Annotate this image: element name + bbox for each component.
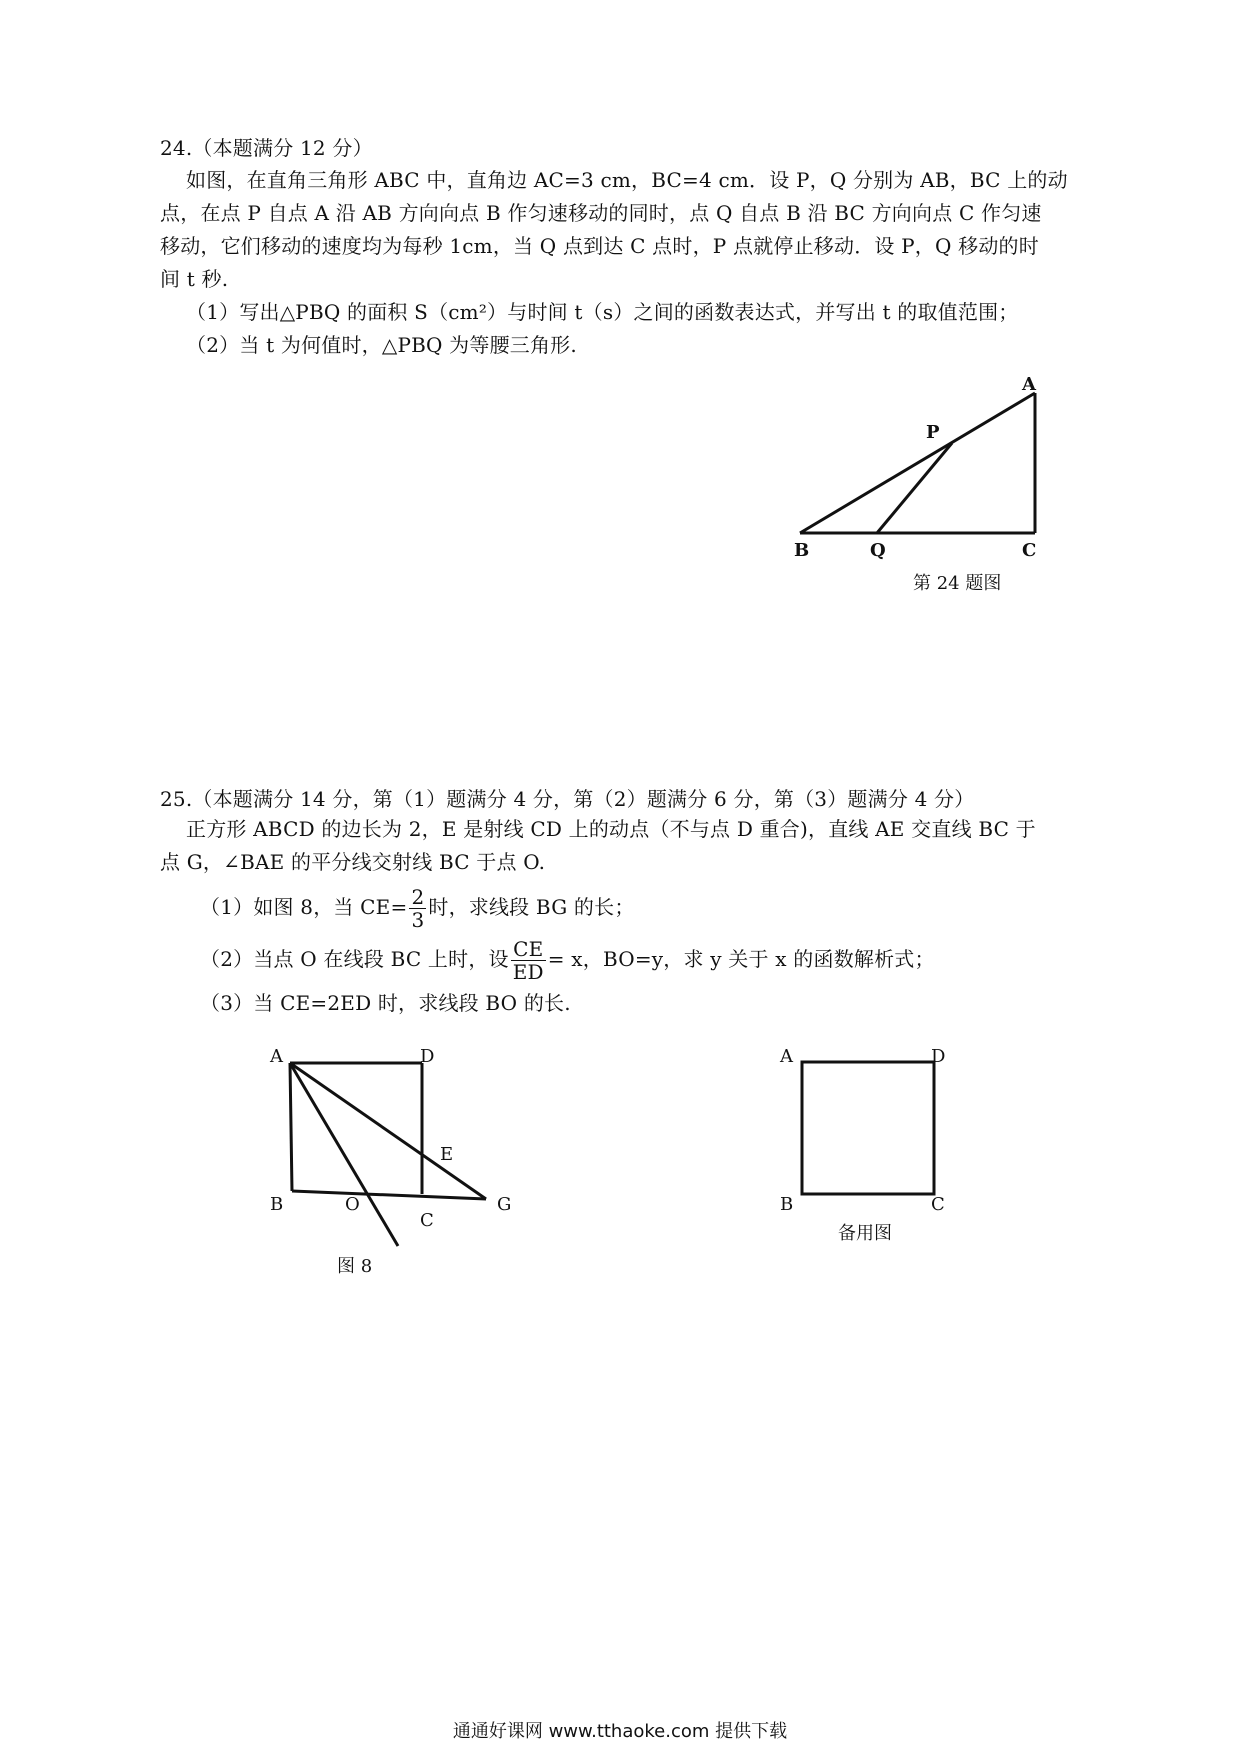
- figure-8-caption: 图 8: [337, 1256, 373, 1277]
- label-c: C: [1022, 540, 1037, 561]
- label-d: D: [931, 1046, 946, 1067]
- label-c: C: [420, 1210, 434, 1231]
- q25-header: 25.（本题满分 14 分，第（1）题满分 4 分，第（2）题满分 6 分，第（3）题满分 4 分）: [160, 787, 975, 811]
- label-e: E: [440, 1144, 454, 1165]
- label-d: D: [420, 1046, 435, 1067]
- q25-sub2-prefix: （2）当点 O 在线段 BC 上时，设: [200, 947, 509, 971]
- spare-square: [802, 1062, 934, 1194]
- label-a: A: [270, 1046, 283, 1067]
- spare-figure-caption: 备用图: [838, 1223, 892, 1244]
- q25-sub1-prefix: （1）如图 8，当 CE=: [200, 895, 408, 919]
- q24-header: 24.（本题满分 12 分）: [160, 136, 373, 160]
- label-q: Q: [870, 540, 886, 561]
- label-b: B: [780, 1194, 794, 1215]
- q24-subquestion-2: （2）当 t 为何值时，△PBQ 为等腰三角形.: [186, 333, 577, 357]
- label-a: A: [780, 1046, 793, 1067]
- label-a: A: [1022, 374, 1036, 395]
- q24-paragraph-line-2: 点，在点 P 自点 A 沿 AB 方向向点 B 作匀速移动的同时，点 Q 自点 B 沿 BC 方向向点 C 作匀速: [160, 201, 1042, 225]
- q25-subquestion-3: （3）当 CE=2ED 时，求线段 BO 的长.: [200, 991, 571, 1015]
- q24-paragraph-line-1: 如图，在直角三角形 ABC 中，直角边 AC=3 cm，BC=4 cm．设 P，Q 分别为 AB，BC 上的动: [186, 168, 1068, 192]
- fraction-denominator: 3: [411, 908, 425, 932]
- q25-paragraph-line-2: 点 G，∠BAE 的平分线交射线 BC 于点 O.: [160, 850, 546, 874]
- fraction-numerator: CE: [511, 938, 546, 961]
- q24-figure-caption: 第 24 题图: [913, 573, 1002, 594]
- fraction-denominator: ED: [512, 960, 544, 984]
- q25-sub1-suffix: 时，求线段 BG 的长；: [428, 895, 635, 919]
- label-o: O: [345, 1194, 360, 1215]
- q24-paragraph-line-3: 移动，它们移动的速度均为每秒 1cm，当 Q 点到达 C 点时，P 点就停止移动．设 P，Q 移动的时: [160, 234, 1039, 258]
- q25-sub2-suffix: = x，BO=y，求 y 关于 x 的函数解析式；: [547, 947, 935, 971]
- q25-paragraph-line-1: 正方形 ABCD 的边长为 2，E 是射线 CD 上的动点（不与点 D 重合)，直线 AE 交直线 BC 于: [186, 817, 1036, 841]
- page-footer: 通通好课网 www.tthaoke.com 提供下载: [452, 1721, 788, 1742]
- label-b: B: [270, 1194, 284, 1215]
- label-c: C: [931, 1194, 945, 1215]
- label-p: P: [926, 422, 940, 443]
- label-b: B: [794, 540, 810, 561]
- label-g: G: [497, 1194, 512, 1215]
- q24-paragraph-line-4: 间 t 秒.: [160, 267, 229, 291]
- fraction-numerator: 2: [411, 885, 425, 909]
- q24-subquestion-1: （1）写出△PBQ 的面积 S（cm²）与时间 t（s）之间的函数表达式，并写出 t 的取值范围；: [186, 300, 1019, 324]
